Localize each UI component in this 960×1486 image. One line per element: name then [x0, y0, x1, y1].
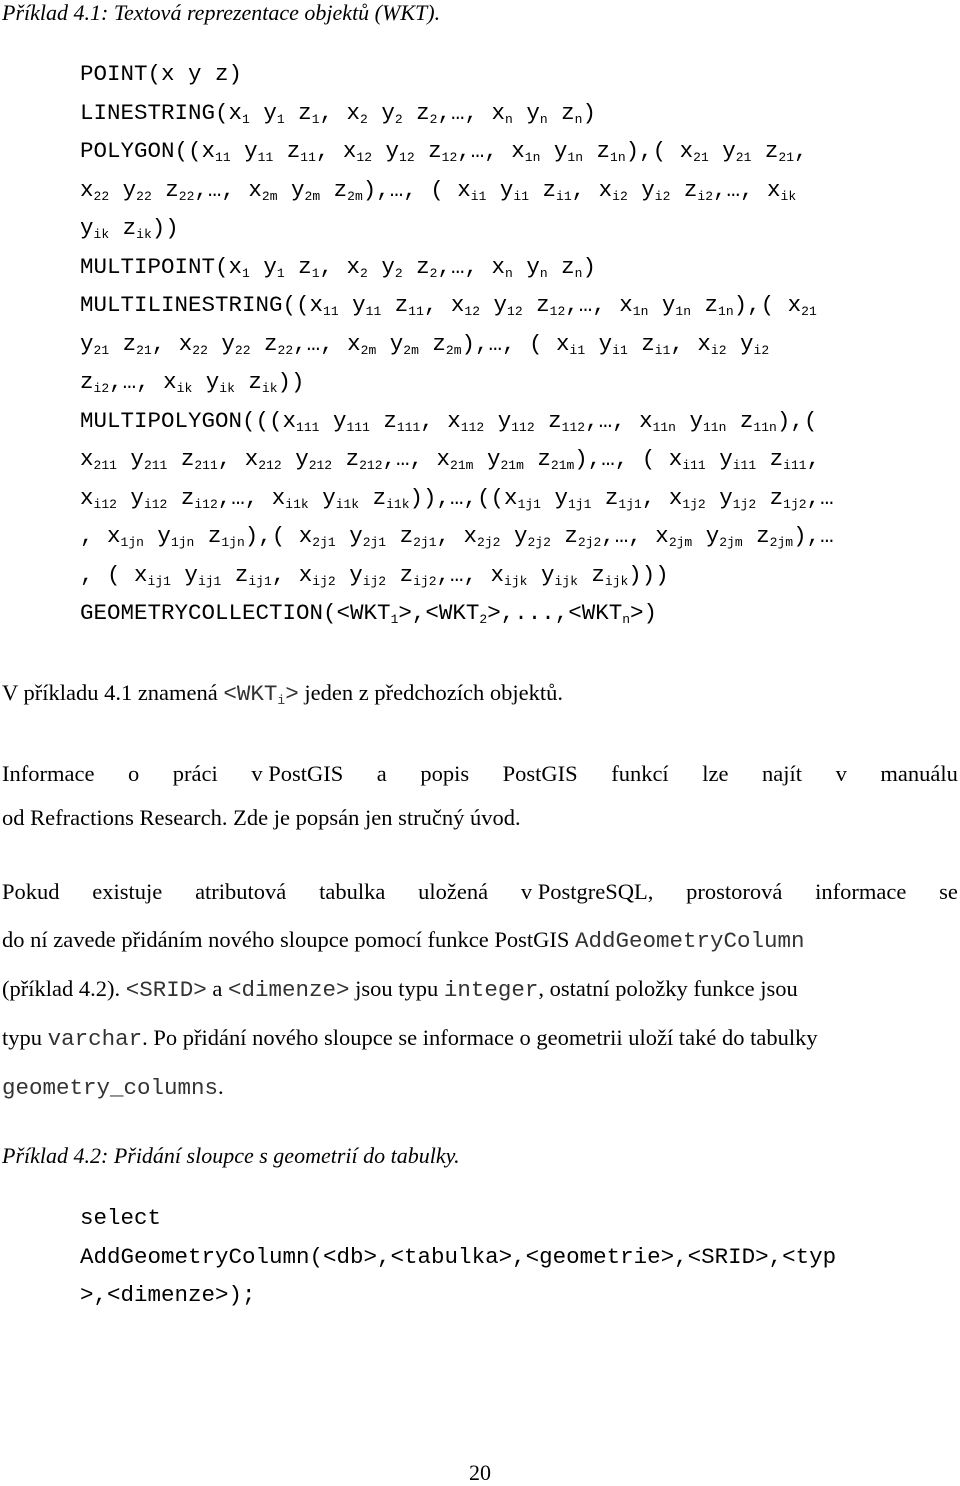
wkt-line: $y_{ik}$ $z_{ik}$)) — [80, 215, 179, 242]
srid-code: <SRID> — [125, 977, 207, 1003]
wkt-line: $x_{211}$ $y_{211}$ $z_{211}$, $x_{212}$ $y_{212}$ $z_{212},\dots$, $x_{21m}$ $y_{21m}$ $z_{21m}),\dots$, ( $x_{i11}$ $y_{i11}$ $z_{i11}$, — [80, 446, 821, 473]
word: informace — [815, 879, 907, 904]
info-line-1 — [2, 752, 958, 796]
sql-line: AddGeometryColumn(<db>,<tabulka>,<geometrie>,<SRID>,<typ — [80, 1243, 837, 1270]
wkt-line: $POLYGON((x_{11}$ $y_{11}$ $z_{11}$, $x_{12}$ $y_{12}$ $z_{12},\dots$, $x_{1n}$ $y_{1n}$ $z_{1n}$),( $x_{21}$ $y_{21}$ $z_{21}$, — [80, 138, 808, 165]
word: práci — [172, 761, 218, 786]
pokud-line-1 — [2, 868, 958, 916]
example-caption-2: Příklad 4.2: Přidání sloupce s geometrií do tabulky. — [2, 1143, 460, 1168]
wkt-line: , ( $x_{ij1}$ $y_{ij1}$ $z_{ij1}$, $x_{ij2}$ $y_{ij2}$ $z_{ij2},\dots$, $x_{ijk}$ $y_{ijk}$ $z_{ijk}$))) — [80, 561, 669, 589]
word: funkcí — [611, 761, 669, 786]
sql-line: >,<dimenze>); — [80, 1282, 256, 1308]
geometry-columns-code: geometry_columns — [2, 1075, 219, 1101]
word: tabulka — [319, 879, 386, 904]
word: Pokud — [2, 879, 60, 904]
wkt-line: $x_{22}$ $y_{22}$ $z_{22},\dots$, $x_{2m}$ $y_{2m}$ $z_{2m}),\dots$, ( $x_{i1}$ $y_{i1}$ $z_{i1}$, $x_{i2}$ $y_{i2}$ $z_{i2},\dots$, $x_{ik}$ — [80, 176, 797, 204]
wkt-line: $MULTIPOINT(x_1$ $y_1$ $z_1$, $x_2$ $y_2$ $z_2,\dots$, $x_n$ $y_n$ $z_n$) — [80, 253, 596, 281]
varchar-code: varchar — [47, 1026, 143, 1052]
word: v PostGIS — [251, 761, 344, 786]
word: a — [376, 761, 387, 786]
word: manuálu — [880, 761, 958, 786]
pokud-line-4: typu varchar. Po přidání nového sloupce se informace o geometrii uloží také do tabulky — [2, 1025, 818, 1052]
wkt-line: $MULTIPOLYGON(((x_{111}$ $y_{111}$ $z_{111}$, $x_{112}$ $y_{112}$ $z_{112},\dots$, $x_{11n}$ $y_{11n}$ $z_{11n}$),( — [80, 407, 818, 435]
note-code: $<WKT_i>$ — [223, 681, 299, 708]
integer-code: integer — [443, 977, 539, 1003]
wkt-line: POINT(x y z) — [80, 61, 243, 87]
note-text-after: jeden z předchozích objektů. — [298, 680, 564, 705]
pokud-line-3: (příklad 4.2). <SRID> a <dimenze> jsou typu integer, ostatní položky funkce jsou — [2, 976, 798, 1003]
word: prostorová — [686, 879, 783, 904]
word: PostGIS — [502, 761, 578, 786]
wkt-line: $LINESTRING(x_1$ $y_1$ $z_1$, $x_2$ $y_2$ $z_2,\dots$, $x_n$ $y_n$ $z_n$) — [80, 99, 596, 127]
word: se — [939, 879, 958, 904]
word: v — [835, 761, 847, 786]
page-number: 20 — [469, 1460, 491, 1485]
word: uložená — [418, 879, 489, 904]
sql-code-block — [80, 1199, 960, 1315]
example-caption-1: Příklad 4.1: Textová reprezentace objektů (WKT). — [2, 0, 441, 25]
word: Informace — [2, 761, 95, 786]
wkt-line: $x_{i12}$ $y_{i12}$ $z_{i12},\dots$, $x_{i1k}$ $y_{i1k}$ $z_{i1k})),\dots,((x_{1j1}$ $y_{1j1}$ $z_{1j1}$, $x_{1j2}$ $y_{1j2}$ $z_{1j2},\dots$ — [80, 484, 834, 512]
word: lze — [702, 761, 729, 786]
pokud-line-2: do ní zavede přidáním nového sloupce pomocí funkce PostGIS AddGeometryColumn — [2, 927, 805, 954]
word: o — [128, 761, 140, 786]
word: existuje — [92, 879, 163, 904]
info-line-2: od Refractions Research. Zde je popsán jen stručný úvod. — [2, 805, 521, 830]
note-text-before: V příkladu 4.1 znamená — [2, 680, 224, 705]
pokud-line-5: geometry_columns. — [2, 1074, 224, 1101]
wkt-line: $GEOMETRYCOLLECTION(<WKT_1>,<WKT_2>,...,<WKT_n>)$ — [80, 600, 658, 627]
note-paragraph — [2, 678, 958, 709]
pokud-paragraph — [2, 868, 958, 1112]
sql-line: select — [80, 1205, 162, 1231]
word: najít — [762, 761, 803, 786]
word: v PostgreSQL, — [520, 879, 654, 904]
wkt-line: , $x_{1jn}$ $y_{1jn}$ $z_{1jn}$),( $x_{2j1}$ $y_{2j1}$ $z_{2j1}$, $x_{2j2}$ $y_{2j2}$ $z_{2j2},\dots$, $x_{2jm}$ $y_{2jm}$ $z_{2jm}),\dots$ — [80, 523, 834, 550]
wkt-code-block — [80, 55, 960, 633]
info-paragraph — [2, 752, 958, 840]
addgeometrycolumn-code: AddGeometryColumn — [575, 928, 805, 954]
wkt-line: $y_{21}$ $z_{21}$, $x_{22}$ $y_{22}$ $z_{22},\dots$, $x_{2m}$ $y_{2m}$ $z_{2m}),\dots$, ( $x_{i1}$ $y_{i1}$ $z_{i1}$, $x_{i2}$ $y_{i2}$ — [80, 330, 770, 358]
wkt-line: $MULTILINESTRING((x_{11}$ $y_{11}$ $z_{11}$, $x_{12}$ $y_{12}$ $z_{12},\dots$, $x_{1n}$ $y_{1n}$ $z_{1n}$),( $x_{21}$ — [80, 292, 817, 319]
word: popis — [420, 761, 470, 786]
word: atributová — [195, 879, 287, 904]
dimenze-code: <dimenze> — [227, 977, 350, 1003]
wkt-line: $z_{i2},\dots$, $x_{ik}$ $y_{ik}$ $z_{ik}$)) — [80, 369, 305, 396]
